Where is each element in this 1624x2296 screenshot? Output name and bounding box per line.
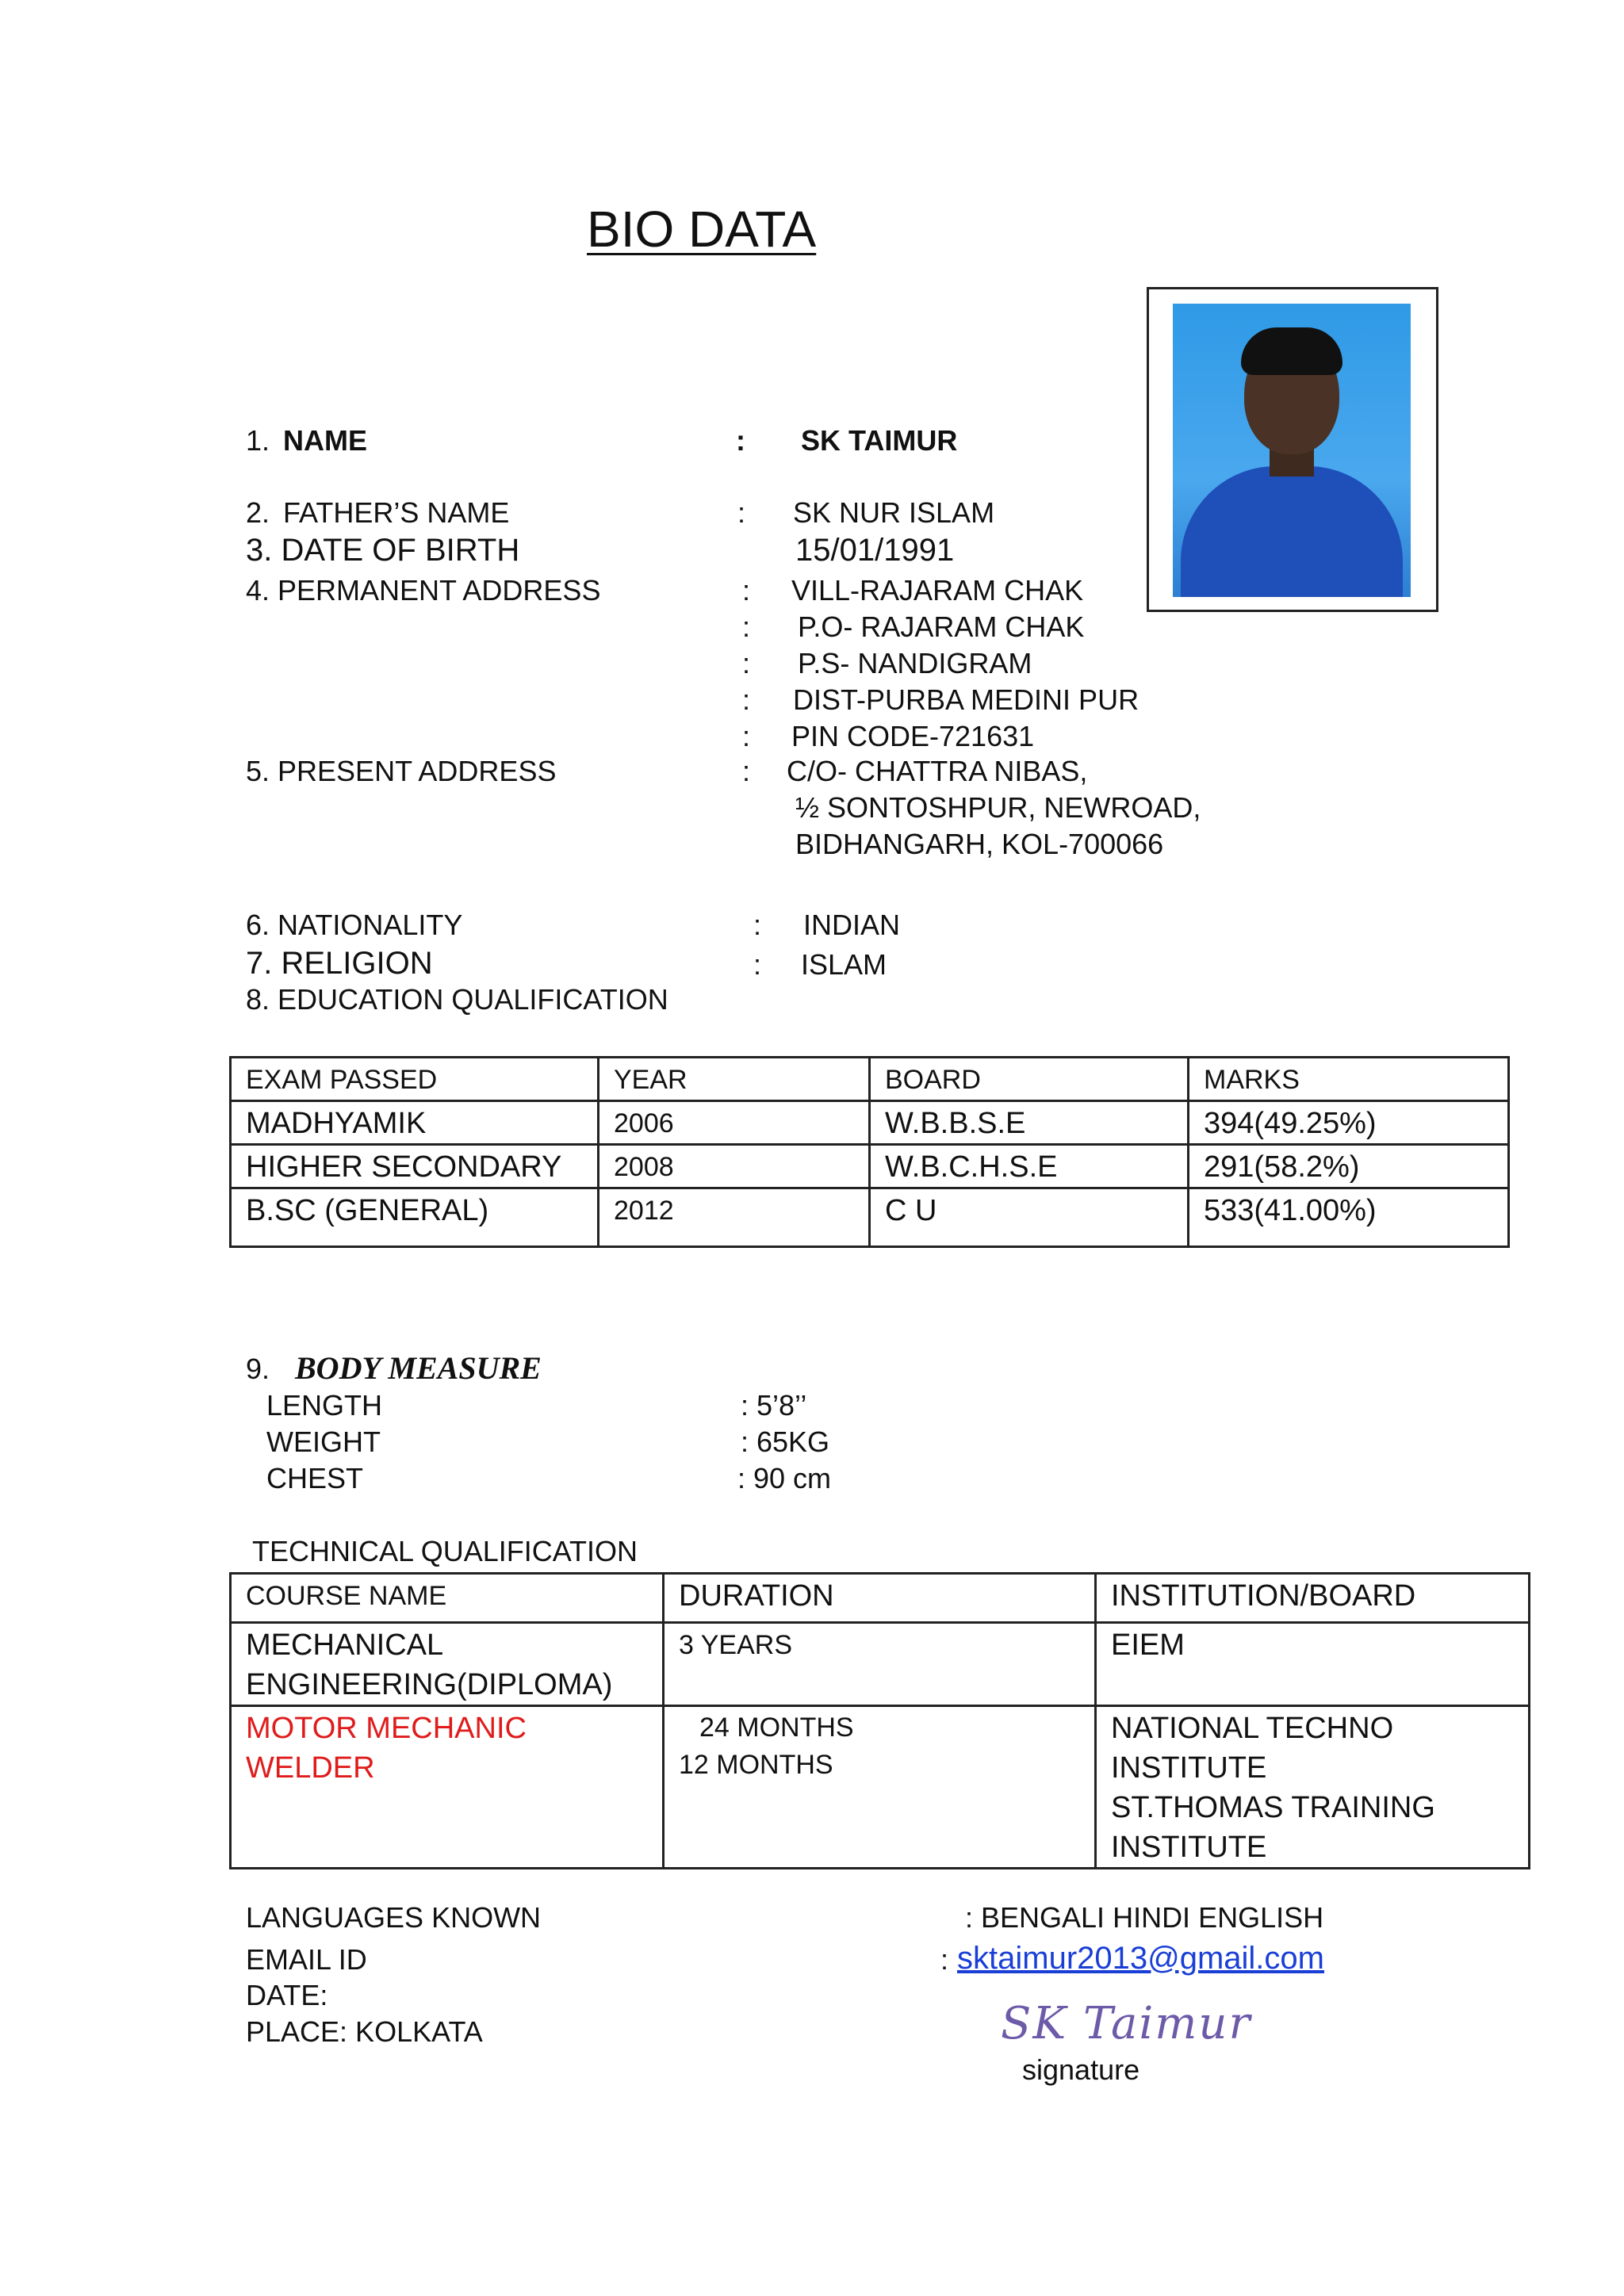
table-header: YEAR [599,1058,870,1101]
place-label: PLACE: KOLKATA [246,2015,483,2048]
table-cell [231,1623,664,1706]
religion-label: 7. RELIGION [246,946,433,981]
table-cell [231,1706,664,1869]
name-number: 1. [246,424,270,457]
permanent-address-label: 4. PERMANENT ADDRESS [246,574,601,607]
table-row [231,1145,1509,1188]
institution-line: ST.THOMAS TRAINING [1111,1791,1435,1824]
nationality-value: INDIAN [803,909,901,941]
duration-line: 24 MONTHS [699,1712,854,1743]
present-address-line: C/O- CHATTRA NIBAS, [787,755,1088,787]
table-cell: 533(41.00%) [1189,1188,1509,1247]
weight-value: : 65KG [741,1425,830,1458]
table-header: BOARD [870,1058,1189,1101]
education-table [229,1056,1510,1248]
father-label: FATHER’S NAME [283,496,510,529]
dob-value: 15/01/1991 [795,533,955,568]
chest-value: : 90 cm [737,1462,832,1494]
table-header: EXAM PASSED [231,1058,599,1101]
body-measure-title: BODY MEASURE [295,1350,542,1386]
table-cell: MADHYAMIK [231,1101,599,1145]
date-label: DATE: [246,1979,328,2011]
duration-line: 12 MONTHS [679,1750,833,1780]
table-header-row [231,1574,1530,1623]
table-header: DURATION [664,1574,1096,1623]
table-cell: C U [870,1188,1189,1247]
table-cell: 3 YEARS [664,1623,1096,1706]
permanent-address-line: P.S- NANDIGRAM [798,647,1032,679]
table-cell: W.B.B.S.E [870,1101,1189,1145]
table-cell: 394(49.25%) [1189,1101,1509,1145]
languages-label: LANGUAGES KNOWN [246,1901,542,1934]
table-cell: EIEM [1096,1623,1530,1706]
institution-line: INSTITUTE [1111,1831,1267,1864]
table-row [231,1623,1530,1706]
table-cell: 2008 [599,1145,870,1188]
length-label: LENGTH [266,1389,383,1422]
page-title: BIO DATA [587,201,817,258]
languages-value: : BENGALI HINDI ENGLISH [965,1901,1324,1934]
colon: : [742,610,751,643]
present-address-line: BIDHANGARH, KOL-700066 [795,828,1164,860]
table-header: INSTITUTION/BOARD [1096,1574,1530,1623]
dob-label: 3. DATE OF BIRTH [246,533,520,568]
permanent-address-line: VILL-RAJARAM CHAK [791,574,1084,607]
present-address-label: 5. PRESENT ADDRESS [246,755,557,787]
table-cell [1096,1706,1530,1869]
father-colon: : [737,496,746,529]
course-line: MOTOR MECHANIC [246,1712,527,1745]
profile-photo [1147,287,1438,612]
father-number: 2. [246,496,270,529]
colon: : [753,909,762,941]
technical-label: TECHNICAL QUALIFICATION [252,1535,638,1567]
table-cell: 291(58.2%) [1189,1145,1509,1188]
permanent-address-line: DIST-PURBA MEDINI PUR [793,683,1139,716]
email-link[interactable]: sktaimur2013@gmail.com [957,1941,1324,1976]
table-cell: B.SC (GENERAL) [231,1188,599,1247]
table-cell: 2006 [599,1101,870,1145]
present-address-line: ½ SONTOSHPUR, NEWROAD, [795,791,1201,824]
colon: : [742,720,751,752]
colon: : [742,647,751,679]
table-header: MARKS [1189,1058,1509,1101]
table-header: COURSE NAME [231,1574,664,1623]
technical-table [229,1572,1530,1869]
weight-label: WEIGHT [266,1425,381,1458]
table-cell [664,1706,1096,1869]
colon: : [742,574,751,607]
photo-shirt [1181,466,1403,597]
table-row [231,1101,1509,1145]
education-label: 8. EDUCATION QUALIFICATION [246,983,668,1016]
table-cell: W.B.C.H.S.E [870,1145,1189,1188]
table-row [231,1706,1530,1869]
nationality-label: 6. NATIONALITY [246,909,463,941]
course-line: WELDER [246,1751,375,1785]
institution-line: NATIONAL TECHNO [1111,1712,1394,1745]
table-cell: HIGHER SECONDARY [231,1145,599,1188]
father-value: SK NUR ISLAM [793,496,995,529]
body-measure-number: 9. [246,1353,270,1385]
colon: : [742,755,751,787]
photo-image [1173,304,1411,597]
table-row [231,1188,1509,1247]
signature-caption: signature [1022,2053,1140,2086]
permanent-address-line: PIN CODE-721631 [791,720,1035,752]
religion-value: ISLAM [801,948,887,981]
email-colon: : [940,1943,949,1976]
name-colon: : [736,424,745,457]
name-label: NAME [283,424,367,457]
colon: : [742,683,751,716]
signature-image: SK Taimur [1001,1998,1252,2049]
course-line: ENGINEERING(DIPLOMA) [246,1668,613,1701]
email-label: EMAIL ID [246,1943,367,1976]
table-header-row [231,1058,1509,1101]
institution-line: INSTITUTE [1111,1751,1267,1785]
chest-label: CHEST [266,1462,364,1494]
permanent-address-line: P.O- RAJARAM CHAK [798,610,1085,643]
name-value: SK TAIMUR [801,424,958,457]
photo-hair [1241,327,1342,375]
colon: : [753,948,762,981]
length-value: : 5’8’’ [741,1389,807,1422]
course-line: MECHANICAL [246,1628,444,1662]
table-cell: 2012 [599,1188,870,1247]
